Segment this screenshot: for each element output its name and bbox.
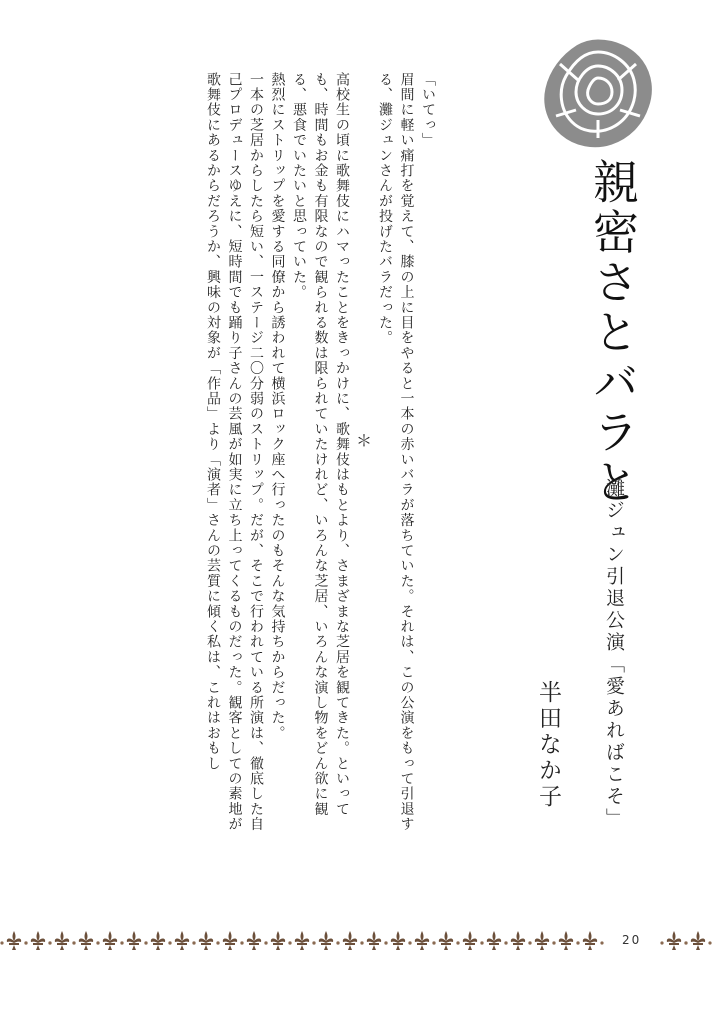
rose-icon bbox=[538, 34, 658, 154]
fleur-de-lis-border-right bbox=[660, 928, 722, 952]
fleur-de-lis-ornament bbox=[408, 931, 435, 950]
fleur-de-lis-ornament bbox=[660, 931, 687, 950]
fleur-de-lis-ornament bbox=[216, 931, 243, 950]
fleur-de-lis-ornament bbox=[96, 931, 123, 950]
fleur-de-lis-ornament bbox=[684, 931, 711, 950]
fleur-de-lis-ornament bbox=[0, 931, 27, 950]
fleur-de-lis-ornament bbox=[144, 931, 171, 950]
author-name: 半田なか子 bbox=[535, 680, 561, 810]
article-title: 親密さとバラと bbox=[586, 158, 640, 508]
fleur-de-lis-ornament bbox=[240, 931, 267, 950]
fleur-de-lis-ornament bbox=[360, 931, 387, 950]
fleur-de-lis-ornament bbox=[312, 931, 339, 950]
paragraph: 高校生の頃に歌舞伎にハマったことをきっかけに、歌舞伎はもとより、さまざまな芝居を観てきた。といっても、時間もお金も有限なので観られる数は限られていたけれど、いろんな芝居、いろんな演し物をどん欲に観る、悪食でいたいと思っていた。 bbox=[291, 72, 350, 817]
section-separator: ＊ bbox=[353, 432, 373, 450]
paragraph: 眉間に軽い痛打を覚えて、膝の上に目をやると一本の赤いバラが落ちていた。それは、この公演をもって引退する、灘ジュンさんが投げたバラだった。 bbox=[377, 72, 415, 832]
fleur-de-lis-ornament bbox=[552, 931, 579, 950]
fleur-de-lis-ornament bbox=[528, 931, 555, 950]
fleur-de-lis-ornament bbox=[192, 931, 219, 950]
body-text bbox=[118, 72, 438, 832]
paragraph: 一本の芝居からしたら短い、一ステージ二〇分弱のストリップ。だが、そこで行われている所演は、徹底した自己プロデュースゆえに、短時間でも踊り子さんの芸風が如実に立ち上ってくるものだった。観客としての素地が歌舞伎にあるからだろうか、興味の対象が「作品」より「演者」さんの芸質に傾く私は、これはおもし bbox=[205, 72, 264, 832]
fleur-de-lis-border bbox=[0, 928, 612, 952]
fleur-de-lis-ornament bbox=[384, 931, 411, 950]
fleur-de-lis-ornament bbox=[480, 931, 507, 950]
fleur-de-lis-ornament bbox=[288, 931, 315, 950]
fleur-de-lis-ornament bbox=[48, 931, 75, 950]
fleur-de-lis-ornament bbox=[456, 931, 483, 950]
fleur-de-lis-ornament bbox=[168, 931, 195, 950]
fleur-de-lis-ornament bbox=[120, 931, 147, 950]
fleur-de-lis-ornament bbox=[432, 931, 459, 950]
fleur-de-lis-ornament bbox=[504, 931, 531, 950]
fleur-de-lis-ornament bbox=[576, 931, 603, 950]
paragraph: 熱烈にストリップを愛する同僚から誘われて横浜ロック座へ行ったのもそんな気持ちからだった。 bbox=[269, 72, 286, 741]
fleur-de-lis-ornament bbox=[264, 931, 291, 950]
article-subtitle: 灘ジュン引退公演「愛あればこそ」 bbox=[603, 478, 625, 830]
paragraph: 「いてっ」 bbox=[420, 72, 436, 148]
fleur-de-lis-ornament bbox=[336, 931, 363, 950]
page-number: 20 bbox=[622, 933, 642, 947]
fleur-de-lis-ornament bbox=[24, 931, 51, 950]
fleur-de-lis-ornament bbox=[72, 931, 99, 950]
